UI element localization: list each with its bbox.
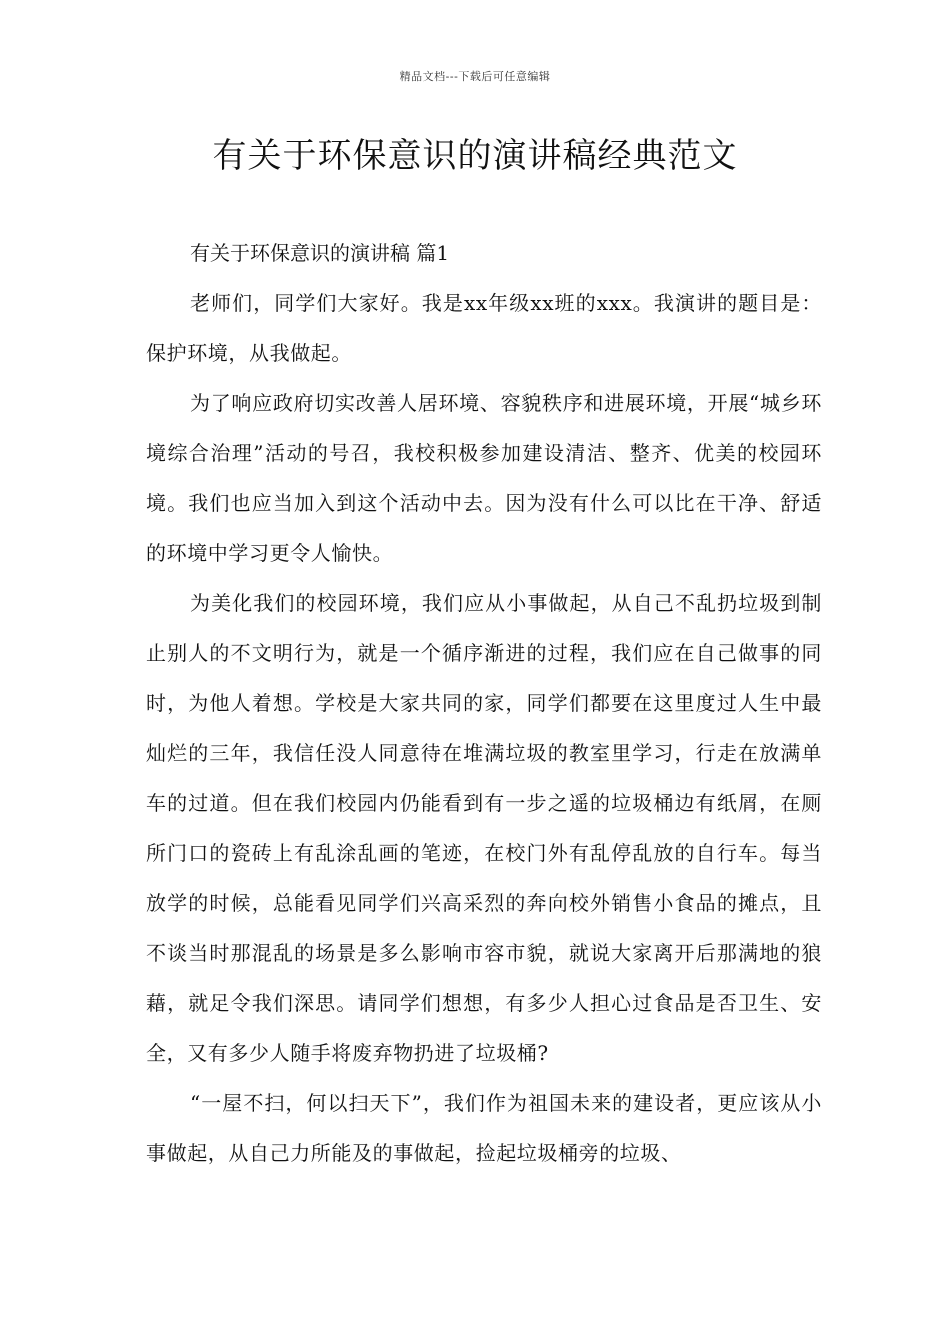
section-heading: 有关于环保意识的演讲稿 篇1: [190, 241, 450, 265]
page-header: 精品文档---下载后可任意编辑: [399, 70, 551, 83]
paragraph-2: 为了响应政府切实改善人居环境、容貌秩序和进展环境，开展“城乡环境综合治理”活动的号召，我校积极参加建设清洁、整齐、优美的校园环境。我们也应当加入到这个活动中去。因为没有什么可以比在干净、舒适的环境中学习更令人愉快。: [146, 391, 822, 565]
document-title: 有关于环保意识的演讲稿经典范文: [212, 136, 738, 176]
paragraph-3: 为美化我们的校园环境，我们应从小事做起，从自己不乱扔垃圾到制止别人的不文明行为，就是一个循序渐进的过程，我们应在自己做事的同时，为他人着想。学校是大家共同的家，同学们都要在这里度过人生中最灿烂的三年，我信任没人同意待在堆满垃圾的教室里学习，行走在放满单车的过道。但在我们校园内仍能看到有一步之遥的垃圾桶边有纸屑，在厕所门口的瓷砖上有乱涂乱画的笔迹，在校门外有乱停乱放的自行车。每当放学的时候，总能看见同学们兴高采烈的奔向校外销售小食品的摊点，且不谈当时那混乱的场景是多么影响市容市貌，就说大家离开后那满地的狼藉，就足令我们深思。请同学们想想，有多少人担心过食品是否卫生、安全，又有多少人随手将废弃物扔进了垃圾桶?: [146, 591, 822, 1065]
paragraph-1: 老师们，同学们大家好。我是xx年级xx班的xxx。我演讲的题目是：保护环境，从我做起。: [146, 291, 822, 365]
document-body: [146, 228, 822, 1178]
paragraph-4: “一屋不扫，何以扫天下”，我们作为祖国未来的建设者，更应该从小事做起，从自己力所能及的事做起，捡起垃圾桶旁的垃圾、: [146, 1091, 822, 1165]
